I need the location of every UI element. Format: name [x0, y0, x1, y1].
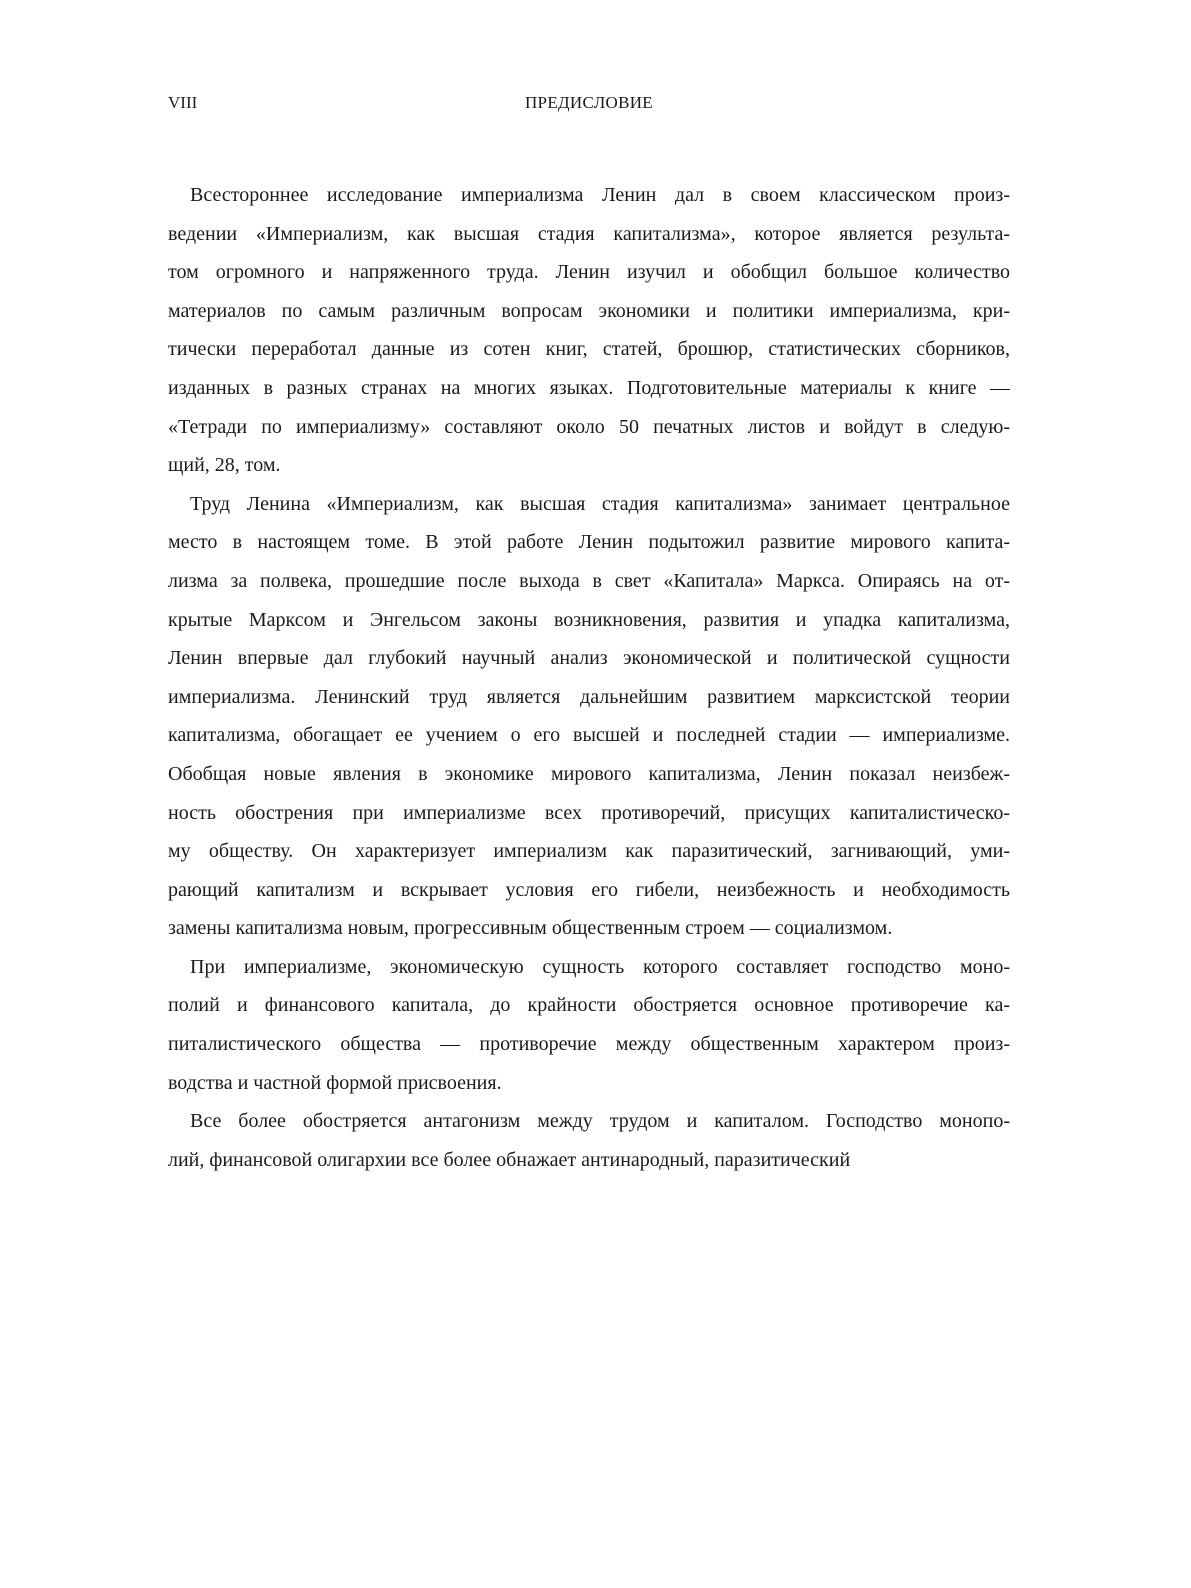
text-line: полий и финансового капитала, до крайности обостряется основное противоречие ка-: [168, 994, 1010, 1017]
text-line: тически переработал данные из сотен книг, статей, брошюр, статистических сборников,: [168, 338, 1010, 361]
text-line: изданных в разных странах на многих языках. Подготовительные материалы к книге —: [168, 376, 1010, 399]
text-line: ведении «Империализм, как высшая стадия капитализма», которое является результа-: [168, 222, 1010, 245]
text-line: крытые Марксом и Энгельсом законы возникновения, развития и упадка капитализма,: [168, 608, 1010, 631]
section-title: ПРЕДИСЛОВИЕ: [524, 93, 653, 112]
paragraph-3: [168, 948, 1010, 1102]
text-line: водства и частной формой присвоения.: [168, 1071, 502, 1094]
text-line: щий, 28, том.: [168, 454, 281, 477]
running-head: [168, 90, 1010, 116]
text-line: Обобщая новые явления в экономике мирового капитализма, Ленин показал неизбеж-: [168, 762, 1010, 785]
text-line: материалов по самым различным вопросам экономики и политики империализма, кри-: [168, 299, 1010, 322]
text-line: лий, финансовой олигархии все более обнажает антинародный, паразитический: [168, 1148, 851, 1171]
text-line: питалистического общества — противоречие между общественным характером произ-: [168, 1033, 1010, 1056]
text-line: рающий капитализм и вскрывает условия его гибели, неизбежность и необходимость: [168, 878, 1010, 901]
text-line: Всестороннее исследование империализма Ленин дал в своем классическом произ-: [190, 184, 1010, 206]
paragraph-2: [168, 485, 1010, 948]
text-line: лизма за полвека, прошедшие после выхода в свет «Капитала» Маркса. Опираясь на от-: [168, 569, 1010, 592]
text-line: том огромного и напряженного труда. Ленин изучил и обобщил большое количество: [168, 261, 1010, 284]
text-line: му обществу. Он характеризует империализм как паразитический, загнивающий, уми-: [168, 840, 1010, 863]
paragraph-1: [168, 176, 1010, 485]
text-line: империализма. Ленинский труд является дальнейшим развитием марксистской теории: [168, 685, 1010, 708]
text-line: место в настоящем томе. В этой работе Ленин подытожил развитие мирового капита-: [168, 531, 1010, 554]
text-line: «Тетради по империализму» составляют около 50 печатных листов и войдут в следую-: [168, 415, 1010, 438]
body-text: [168, 176, 1010, 1179]
text-line: замены капитализма новым, прогрессивным общественным строем — социализмом.: [168, 917, 893, 940]
text-line: капитализма, обогащает ее учением о его высшей и последней стадии — империализме.: [168, 724, 1010, 747]
page-number: VIII: [168, 93, 198, 112]
text-line: Все более обостряется антагонизм между трудом и капиталом. Господство монопо-: [190, 1110, 1010, 1133]
text-line: Труд Ленина «Империализм, как высшая стадия капитализма» занимает центральное: [190, 492, 1010, 515]
text-line: Ленин впервые дал глубокий научный анализ экономической и политической сущности: [168, 647, 1010, 670]
text-line: ность обострения при империализме всех противоречий, присущих капиталистическо-: [168, 801, 1010, 824]
paragraph-4: [168, 1102, 1010, 1179]
text-line: При империализме, экономическую сущность которого составляет господство моно-: [190, 955, 1010, 978]
